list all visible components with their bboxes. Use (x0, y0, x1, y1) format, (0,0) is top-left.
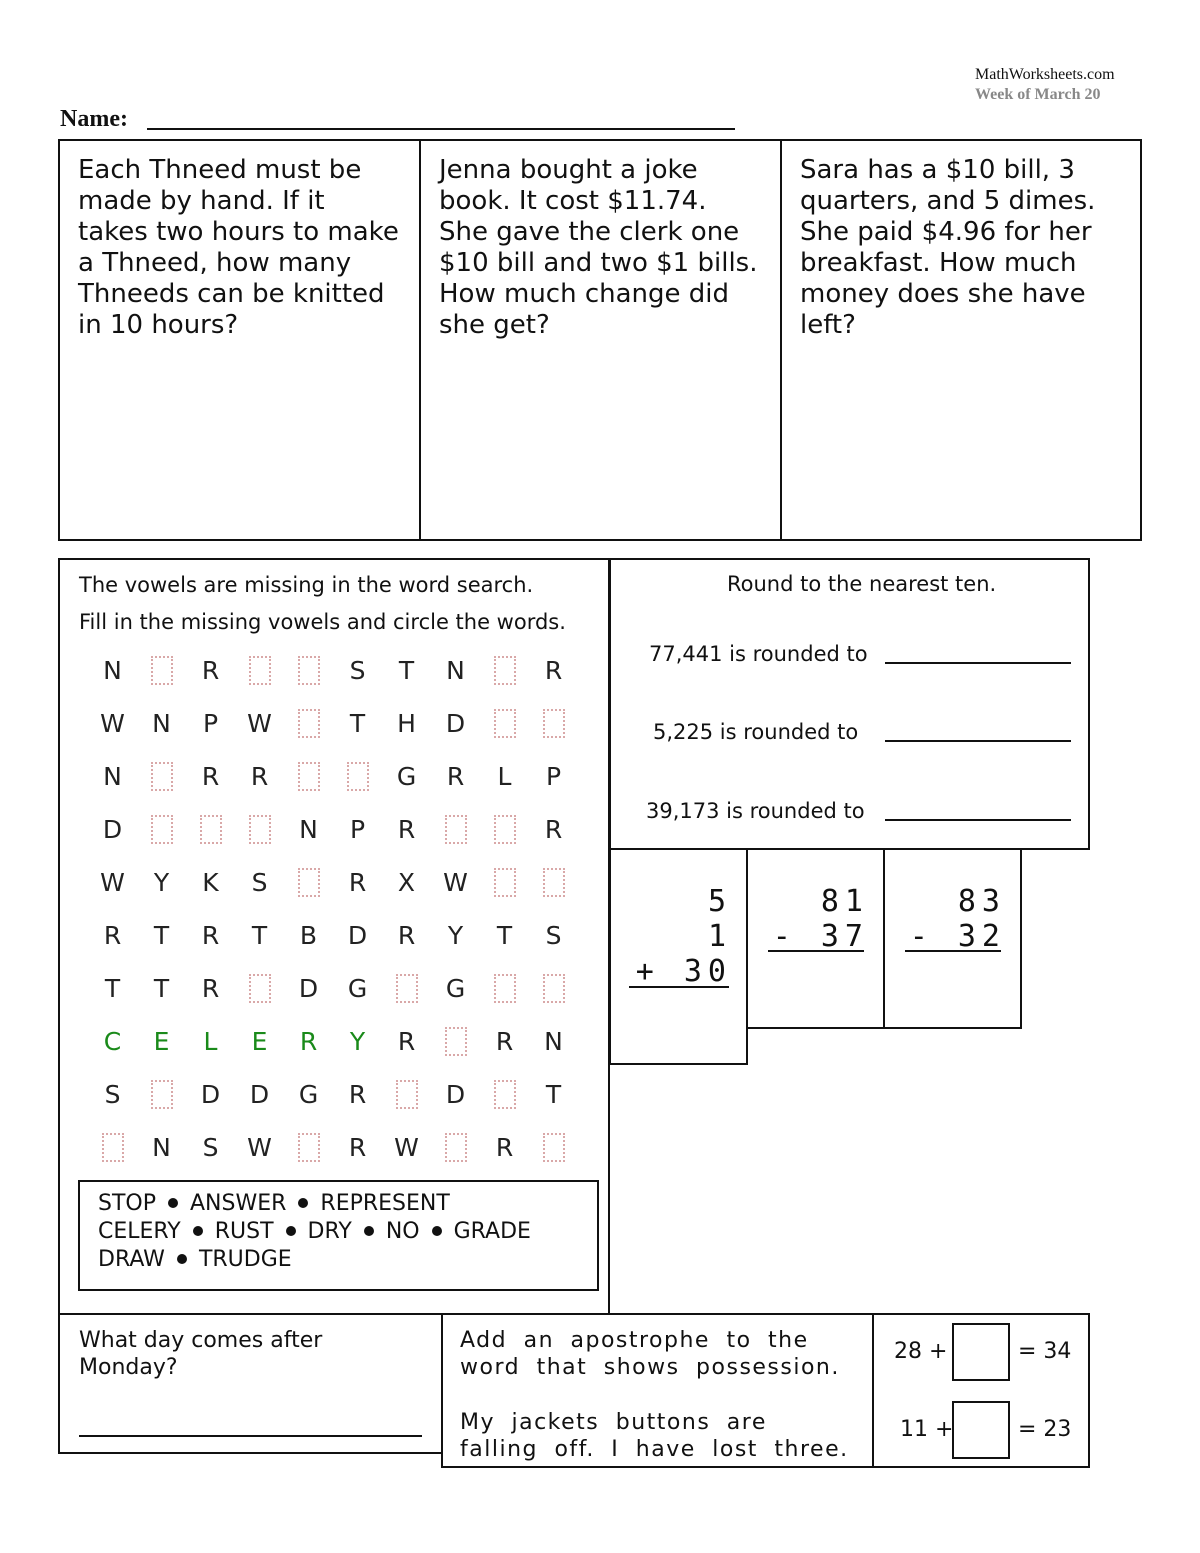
word-bank-word: REPRESENT (320, 1191, 450, 1216)
grid-letter[interactable]: X (397, 868, 416, 897)
grid-letter[interactable]: R (397, 1027, 416, 1056)
grid-letter[interactable]: L (497, 762, 512, 791)
word-problem-2: Jenna bought a joke book. It cost $11.74. She gave the clerk one $10 bill and two $1 bills. How much change did she get? (439, 155, 758, 340)
word-problem-3: Sara has a $10 bill, 3 quarters, and 5 dimes. She paid $4.96 for her breakfast. How much money does she have left? (800, 155, 1096, 340)
addend-left: 11 + (900, 1417, 954, 1442)
name-line[interactable] (147, 128, 735, 130)
vowel-blank-box (249, 974, 271, 1003)
grid-letter[interactable]: N (103, 656, 122, 685)
vowel-blank[interactable] (88, 1121, 137, 1174)
grid-letter[interactable]: P (545, 762, 562, 791)
answer-line[interactable] (79, 1435, 422, 1437)
grid-letter[interactable]: R (348, 1133, 367, 1162)
grid-letter[interactable]: D (200, 1080, 221, 1109)
grid-letter[interactable]: R (397, 815, 416, 844)
grid-letter[interactable]: D (249, 1080, 270, 1109)
grid-letter[interactable]: R (544, 815, 563, 844)
grid-letter[interactable]: N (152, 709, 171, 738)
grid-letter[interactable]: H (397, 709, 416, 738)
vowel-blank[interactable] (480, 644, 529, 697)
vowel-blank-box (298, 868, 320, 897)
operand: - 32 (909, 919, 1006, 954)
vowel-blank[interactable] (284, 1121, 333, 1174)
grid-letter[interactable]: W (247, 1133, 272, 1162)
word-bank-word: TRUDGE (198, 1247, 292, 1272)
vowel-blank-box (396, 974, 418, 1003)
grid-letter[interactable]: R (250, 762, 269, 791)
vowel-blank[interactable] (235, 803, 284, 856)
answer-line (905, 950, 1001, 952)
word-bank-line (98, 1218, 597, 1246)
vowel-blank-box (494, 1080, 516, 1109)
grid-letter[interactable]: S (545, 921, 562, 950)
word-bank-line (98, 1190, 597, 1218)
grid-letter[interactable]: R (201, 656, 220, 685)
grid-letter[interactable]: S (202, 1133, 219, 1162)
vowel-blank-box (102, 1133, 124, 1162)
grid-letter[interactable]: N (446, 656, 465, 685)
vowel-blank-box (151, 1080, 173, 1109)
vowel-blank-box (298, 709, 320, 738)
vowel-blank[interactable] (529, 962, 578, 1015)
addend-right: = 34 (1018, 1339, 1072, 1364)
vowel-blank-box (543, 868, 565, 897)
grid-letter[interactable]: D (445, 1080, 466, 1109)
grid-letter[interactable]: Y (349, 1027, 366, 1056)
rounding-answer-line[interactable] (885, 662, 1071, 664)
grid-letter[interactable]: D (347, 921, 368, 950)
word-bank-word: DRAW (98, 1247, 165, 1272)
vowel-blank[interactable] (333, 750, 382, 803)
word-search-instruction-1: The vowels are missing in the word search. (79, 573, 534, 597)
grid-letter[interactable]: T (496, 921, 513, 950)
grid-letter[interactable]: N (544, 1027, 563, 1056)
grid-letter[interactable]: R (201, 762, 220, 791)
vowel-blank-box (445, 1133, 467, 1162)
addend-right: = 23 (1018, 1417, 1072, 1442)
vowel-blank[interactable] (284, 697, 333, 750)
vowel-blank-box (494, 656, 516, 685)
name-label: Name: (60, 106, 128, 132)
vowel-blank-box (249, 656, 271, 685)
bullet-icon (177, 1254, 187, 1264)
site-name: MathWorksheets.com (975, 66, 1115, 83)
vowel-blank[interactable] (137, 644, 186, 697)
vowel-blank[interactable] (137, 803, 186, 856)
word-problems-section (58, 139, 1142, 541)
grid-letter[interactable]: R (201, 921, 220, 950)
grid-letter[interactable]: G (396, 762, 417, 791)
rounding-title: Round to the nearest ten. (727, 572, 997, 596)
grid-letter[interactable]: R (201, 974, 220, 1003)
vowel-blank[interactable] (284, 644, 333, 697)
word-bank-word: RUST (214, 1219, 274, 1244)
grid-letter[interactable]: R (495, 1027, 514, 1056)
grid-letter[interactable]: C (103, 1027, 122, 1056)
subtraction-problem (910, 884, 1006, 954)
grid-letter[interactable]: R (544, 656, 563, 685)
grid-letter[interactable]: T (153, 974, 170, 1003)
vowel-blank[interactable] (529, 697, 578, 750)
grid-letter[interactable]: P (349, 815, 366, 844)
addend-left: 28 + (894, 1339, 948, 1364)
grid-letter[interactable]: W (443, 868, 468, 897)
vowel-blank[interactable] (382, 1068, 431, 1121)
word-problem-1: Each Thneed must be made by hand. If it takes two hours to make a Thneed, how many Thneeds can be knitted in 10 hours? (78, 155, 399, 340)
grid-letter[interactable]: T (349, 709, 366, 738)
word-bank-word: DRY (307, 1219, 352, 1244)
grid-letter[interactable]: W (100, 709, 125, 738)
word-bank (78, 1180, 599, 1291)
grid-letter[interactable]: T (153, 921, 170, 950)
answer-line (768, 950, 864, 952)
vowel-blank[interactable] (137, 750, 186, 803)
vowel-blank-box (249, 815, 271, 844)
vowel-blank-box (543, 709, 565, 738)
vowel-blank[interactable] (186, 803, 235, 856)
vowel-blank-box (494, 974, 516, 1003)
grid-letter[interactable]: S (251, 868, 268, 897)
vowel-blank-box (494, 868, 516, 897)
word-bank-word: CELERY (98, 1219, 181, 1244)
word-bank-word: NO (385, 1219, 420, 1244)
grid-letter[interactable]: R (103, 921, 122, 950)
grid-letter[interactable]: E (153, 1027, 170, 1056)
answer-line (629, 986, 729, 988)
rounding-item: 77,441 is rounded to (649, 642, 868, 666)
grid-letter[interactable]: R (446, 762, 465, 791)
vowel-blank-box (151, 762, 173, 791)
apostrophe-section (441, 1313, 875, 1468)
vowel-blank[interactable] (382, 962, 431, 1015)
bullet-icon (193, 1226, 203, 1236)
operand: 83 (957, 884, 1006, 919)
word-search-grid (88, 644, 578, 1174)
grid-letter[interactable]: T (104, 974, 121, 1003)
vowel-blank-box (347, 762, 369, 791)
vowel-blank-box (494, 709, 516, 738)
word-bank-line (98, 1246, 597, 1274)
grid-letter[interactable]: N (103, 762, 122, 791)
rounding-answer-line[interactable] (885, 819, 1071, 821)
vowel-blank-box (396, 1080, 418, 1109)
arithmetic-box-1 (609, 848, 748, 1065)
word-bank-word: ANSWER (190, 1191, 287, 1216)
grid-letter[interactable]: R (397, 921, 416, 950)
day-question: What day comes after Monday? (79, 1328, 323, 1380)
operand: 1 (707, 919, 732, 954)
answer-box[interactable] (952, 1323, 1010, 1381)
grid-letter[interactable]: L (203, 1027, 218, 1056)
grid-letter[interactable]: G (347, 974, 368, 1003)
vowel-blank-box (445, 1027, 467, 1056)
vowel-blank-box (298, 656, 320, 685)
rounding-answer-line[interactable] (885, 740, 1071, 742)
vowel-blank[interactable] (529, 1121, 578, 1174)
vowel-blank[interactable] (431, 803, 480, 856)
vowel-blank[interactable] (480, 697, 529, 750)
grid-letter[interactable]: T (398, 656, 415, 685)
grid-letter[interactable]: T (251, 921, 268, 950)
rounding-item: 5,225 is rounded to (653, 720, 859, 744)
grid-letter[interactable]: T (545, 1080, 562, 1109)
arithmetic-box-2 (746, 848, 885, 1029)
grid-letter[interactable]: W (394, 1133, 419, 1162)
grid-letter[interactable]: D (445, 709, 466, 738)
grid-letter[interactable]: W (247, 709, 272, 738)
grid-letter[interactable]: B (299, 921, 318, 950)
apostrophe-instruction: Add an apostrophe to the word that shows possession. (460, 1328, 840, 1380)
vowel-blank[interactable] (529, 856, 578, 909)
vowel-blank[interactable] (235, 962, 284, 1015)
arithmetic-box-3 (883, 848, 1022, 1029)
vowel-blank-box (298, 762, 320, 791)
bullet-icon (298, 1198, 308, 1208)
grid-letter[interactable]: D (298, 974, 319, 1003)
grid-letter[interactable]: R (495, 1133, 514, 1162)
grid-letter[interactable]: D (102, 815, 123, 844)
operand: + 30 (635, 954, 732, 989)
vowel-blank[interactable] (137, 1068, 186, 1121)
grid-letter[interactable]: E (251, 1027, 268, 1056)
vowel-blank-box (298, 1133, 320, 1162)
vowel-blank-box (543, 1133, 565, 1162)
grid-letter[interactable]: S (349, 656, 366, 685)
bullet-icon (286, 1226, 296, 1236)
vowel-blank[interactable] (284, 856, 333, 909)
operand: - 37 (772, 919, 869, 954)
apostrophe-sentence: My jackets buttons are falling off. I have lost three. (460, 1410, 849, 1462)
grid-letter[interactable]: R (348, 868, 367, 897)
grid-letter[interactable]: R (299, 1027, 318, 1056)
vowel-blank[interactable] (431, 1121, 480, 1174)
grid-letter[interactable]: Y (447, 921, 464, 950)
word-bank-word: STOP (98, 1191, 156, 1216)
grid-letter[interactable]: R (348, 1080, 367, 1109)
grid-letter[interactable]: K (202, 868, 219, 897)
grid-letter[interactable]: G (298, 1080, 319, 1109)
grid-letter[interactable]: G (445, 974, 466, 1003)
grid-letter[interactable]: S (104, 1080, 121, 1109)
missing-addend-section (872, 1313, 1090, 1468)
grid-letter[interactable]: W (100, 868, 125, 897)
subtraction-problem (773, 884, 869, 954)
day-question-section (58, 1313, 443, 1454)
addition-problem (636, 884, 732, 989)
vowel-blank[interactable] (431, 1015, 480, 1068)
vowel-blank-box (151, 815, 173, 844)
operand: 5 (707, 884, 732, 919)
operand: 81 (820, 884, 869, 919)
vowel-blank[interactable] (480, 962, 529, 1015)
grid-letter[interactable]: N (152, 1133, 171, 1162)
rounding-item: 39,173 is rounded to (646, 799, 865, 823)
grid-letter[interactable]: N (299, 815, 318, 844)
vowel-blank[interactable] (480, 1068, 529, 1121)
word-search-instruction-2: Fill in the missing vowels and circle the words. (79, 610, 566, 634)
answer-box[interactable] (952, 1401, 1010, 1459)
bullet-icon (432, 1226, 442, 1236)
vowel-blank[interactable] (284, 750, 333, 803)
vowel-blank-box (543, 974, 565, 1003)
vowel-blank[interactable] (235, 644, 284, 697)
vowel-blank[interactable] (480, 803, 529, 856)
vowel-blank-box (494, 815, 516, 844)
vowel-blank-box (200, 815, 222, 844)
vowel-blank[interactable] (480, 856, 529, 909)
week-label: Week of March 20 (975, 86, 1101, 103)
grid-letter[interactable]: P (202, 709, 219, 738)
word-bank-word: GRADE (453, 1219, 531, 1244)
bullet-icon (364, 1226, 374, 1236)
vowel-blank-box (151, 656, 173, 685)
vowel-blank-box (445, 815, 467, 844)
grid-letter[interactable]: Y (153, 868, 170, 897)
bullet-icon (168, 1198, 178, 1208)
